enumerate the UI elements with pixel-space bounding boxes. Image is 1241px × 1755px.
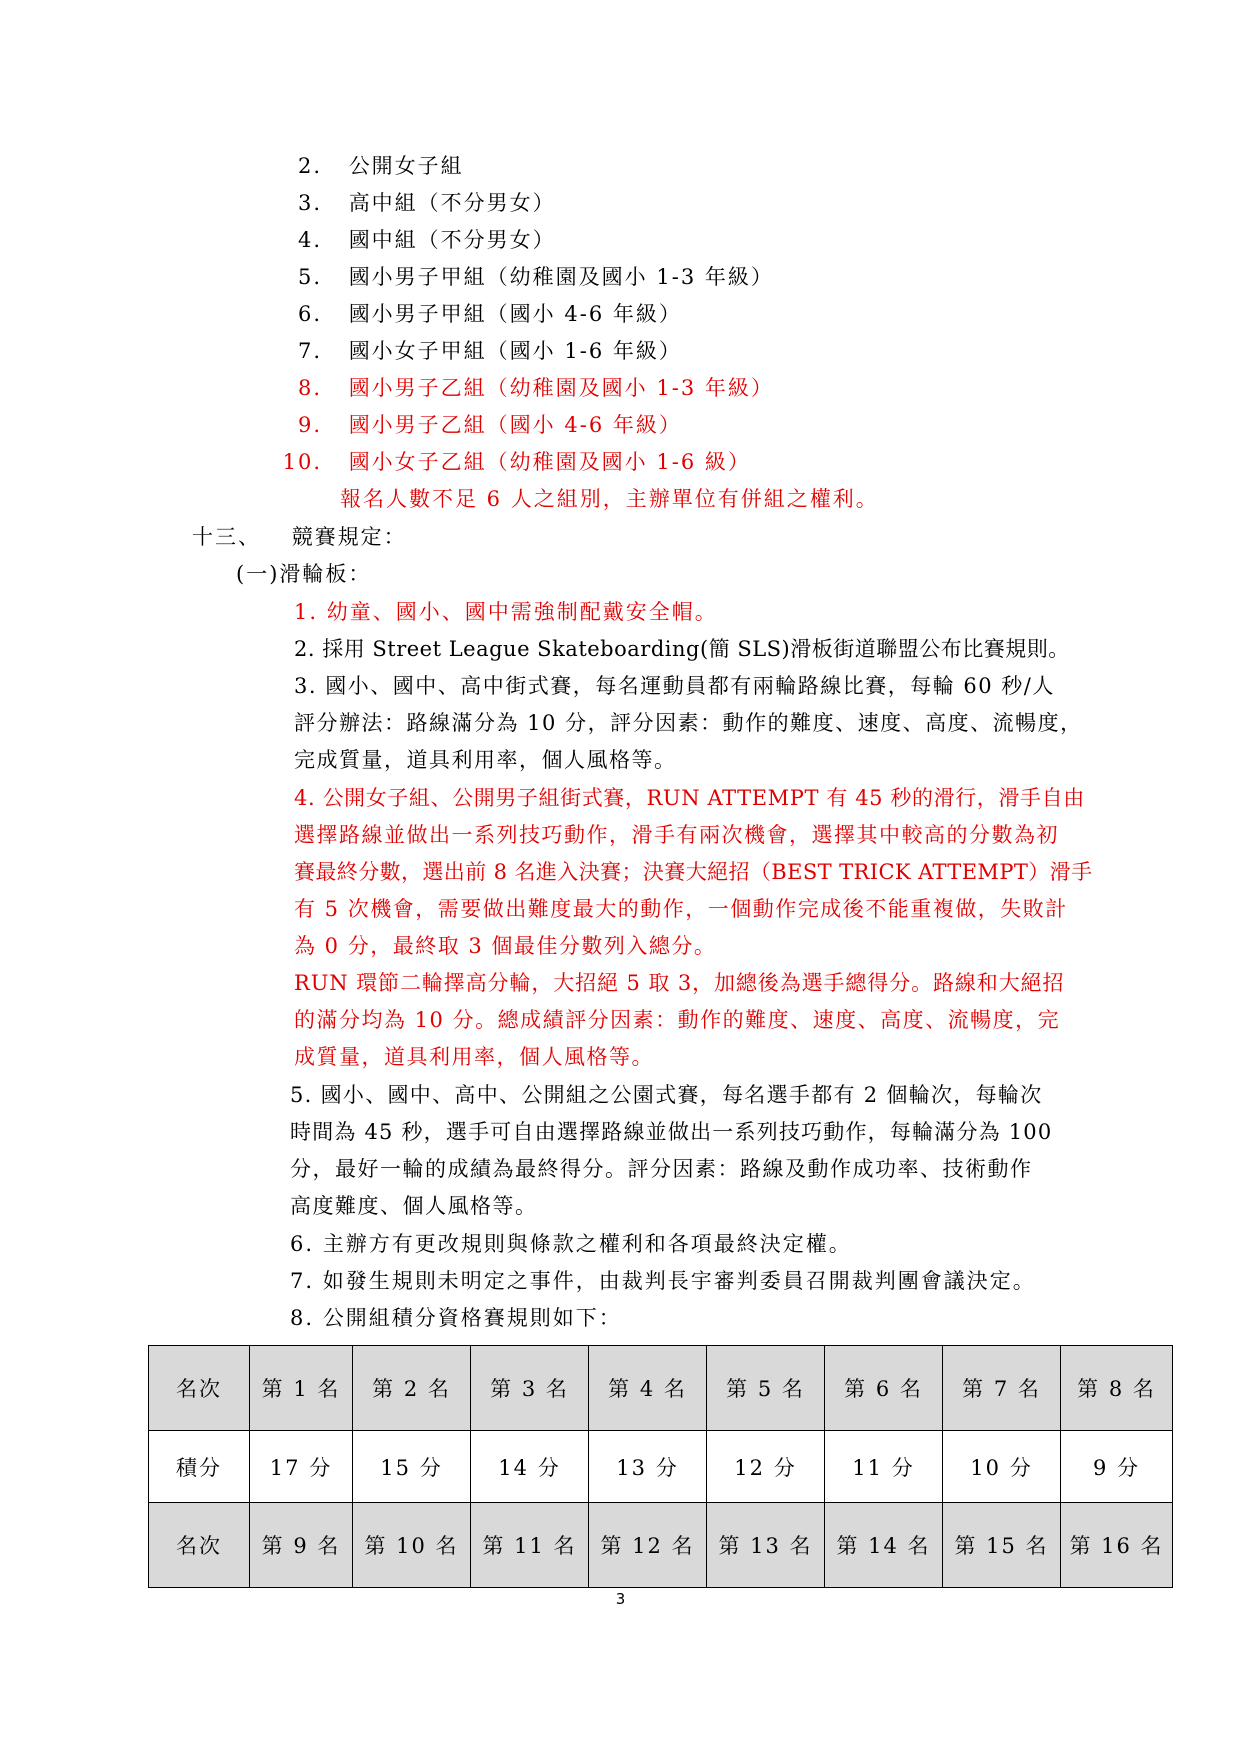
- table-cell: 第 7 名: [943, 1346, 1061, 1431]
- table-cell: 14 分: [471, 1431, 589, 1503]
- list-number: 9.: [297, 413, 322, 437]
- rule-3-line: 3. 國小、國中、高中街式賽，每名運動員都有兩輪路線比賽，每輪 60 秒/人: [294, 674, 1055, 698]
- table-row: [149, 1346, 1173, 1431]
- list-text: 國小男子乙組（幼稚園及國小 1-3 年級）: [348, 376, 774, 400]
- rule-5-line: 5. 國小、國中、高中、公開組之公園式賽，每名選手都有 2 個輪次，每輪次: [290, 1083, 1043, 1107]
- rule-4-line: 4. 公開女子組、公開男子組街式賽，RUN ATTEMPT 有 45 秒的滑行，滑手自由: [294, 786, 1085, 810]
- rule-3-line: 評分辦法：路線滿分為 10 分，評分因素：動作的難度、速度、高度、流暢度，: [294, 711, 1083, 735]
- list-text: 國小女子乙組（幼稚園及國小 1-6 級）: [348, 450, 751, 474]
- list-item: [282, 410, 682, 440]
- list-number: 2.: [297, 154, 322, 178]
- list-text: 國小男子甲組（國小 4-6 年級）: [348, 302, 682, 326]
- list-item: [282, 262, 774, 292]
- points-table: [148, 1345, 1173, 1588]
- list-item: [282, 299, 682, 329]
- rule-4-line: 有 5 次機會，需要做出難度最大的動作，一個動作完成後不能重複做，失敗計: [294, 897, 1068, 921]
- table-cell: 12 分: [707, 1431, 825, 1503]
- list-number: 4.: [297, 228, 322, 252]
- rule-8: 8. 公開組積分資格賽規則如下：: [290, 1306, 622, 1330]
- rule-4-line: 賽最終分數，選出前 8 名進入決賽；決賽大絕招（BEST TRICK ATTEMPT）滑手: [294, 860, 1093, 884]
- list-item: [282, 188, 556, 218]
- rule-4-line: 的滿分均為 10 分。總成績評分因素：動作的難度、速度、高度、流暢度，完: [294, 1008, 1061, 1032]
- rule-5-line: 時間為 45 秒，選手可自由選擇路線並做出一系列技巧動作，每輪滿分為 100: [290, 1120, 1053, 1144]
- table-cell: 第 1 名: [250, 1346, 353, 1431]
- table-cell: 第 5 名: [707, 1346, 825, 1431]
- list-number: 7.: [297, 339, 322, 363]
- rule-5-line: 分，最好一輪的成績為最終得分。評分因素：路線及動作成功率、技術動作: [290, 1157, 1033, 1181]
- rule-1: 1. 幼童、國小、國中需強制配戴安全帽。: [294, 600, 718, 624]
- table-cell: 第 8 名: [1061, 1346, 1173, 1431]
- list-number: 6.: [297, 302, 322, 326]
- table-row: [149, 1431, 1173, 1503]
- table-row: [149, 1503, 1173, 1588]
- list-item: [282, 336, 682, 366]
- rule-4-line: 為 0 分，最終取 3 個最佳分數列入總分。: [294, 934, 717, 958]
- table-cell: 第 4 名: [589, 1346, 707, 1431]
- list-number: 3.: [297, 191, 322, 215]
- page-number: 3: [615, 1590, 626, 1608]
- table-cell: 第 16 名: [1061, 1503, 1173, 1588]
- rule-4-line: 成質量，道具利用率，個人風格等。: [294, 1045, 654, 1069]
- rule-3-line: 完成質量，道具利用率，個人風格等。: [294, 748, 677, 772]
- rule-4-line: 選擇路線並做出一系列技巧動作，滑手有兩次機會，選擇其中較高的分數為初: [294, 823, 1059, 847]
- table-cell: 15 分: [353, 1431, 471, 1503]
- rule-5-line: 高度難度、個人風格等。: [290, 1194, 538, 1218]
- table-cell: 第 14 名: [825, 1503, 943, 1588]
- list-text: 國中組（不分男女）: [348, 228, 556, 252]
- list-item: [282, 373, 774, 403]
- section-number: 十三、: [192, 525, 261, 549]
- table-cell: 第 3 名: [471, 1346, 589, 1431]
- table-cell: 10 分: [943, 1431, 1061, 1503]
- section-heading: [192, 522, 407, 552]
- list-text: 國小男子甲組（幼稚園及國小 1-3 年級）: [348, 265, 774, 289]
- table-cell: 第 12 名: [589, 1503, 707, 1588]
- rule-6: 6. 主辦方有更改規則與條款之權利和各項最終決定權。: [290, 1232, 852, 1256]
- table-cell: 第 6 名: [825, 1346, 943, 1431]
- section-title: 競賽規定：: [291, 525, 407, 549]
- table-cell: 名次: [149, 1503, 250, 1588]
- list-text: 國小女子甲組（國小 1-6 年級）: [348, 339, 682, 363]
- table-cell: 第 10 名: [353, 1503, 471, 1588]
- list-text: 公開女子組: [348, 154, 464, 178]
- list-text: 高中組（不分男女）: [348, 191, 556, 215]
- list-item: [282, 225, 556, 255]
- table-cell: 第 11 名: [471, 1503, 589, 1588]
- rule-4-line: RUN 環節二輪擇高分輪，大招絕 5 取 3，加總後為選手總得分。路線和大絕招: [294, 971, 1065, 995]
- rule-2: 2. 採用 Street League Skateboarding(簡 SLS)滑板街道聯盟公布比賽規則。: [294, 637, 1070, 661]
- table-cell: 第 13 名: [707, 1503, 825, 1588]
- table-cell: 9 分: [1061, 1431, 1173, 1503]
- list-text: 國小男子乙組（國小 4-6 年級）: [348, 413, 682, 437]
- table-cell: 名次: [149, 1346, 250, 1431]
- list-item: [282, 447, 751, 477]
- list-number: 8.: [297, 376, 322, 400]
- table-cell: 11 分: [825, 1431, 943, 1503]
- subsection-heading: (一)滑輪板：: [236, 562, 372, 586]
- merge-note: 報名人數不足 6 人之組別，主辦單位有併組之權利。: [340, 487, 879, 511]
- list-number: 5.: [297, 265, 322, 289]
- table-cell: 第 9 名: [250, 1503, 353, 1588]
- table-cell: 17 分: [250, 1431, 353, 1503]
- list-number: 10.: [282, 450, 322, 474]
- table-cell: 第 15 名: [943, 1503, 1061, 1588]
- rule-7: 7. 如發生規則未明定之事件，由裁判長宇審判委員召開裁判團會議決定。: [290, 1269, 1036, 1293]
- table-cell: 積分: [149, 1431, 250, 1503]
- list-item: [282, 151, 464, 181]
- table-cell: 13 分: [589, 1431, 707, 1503]
- table-cell: 第 2 名: [353, 1346, 471, 1431]
